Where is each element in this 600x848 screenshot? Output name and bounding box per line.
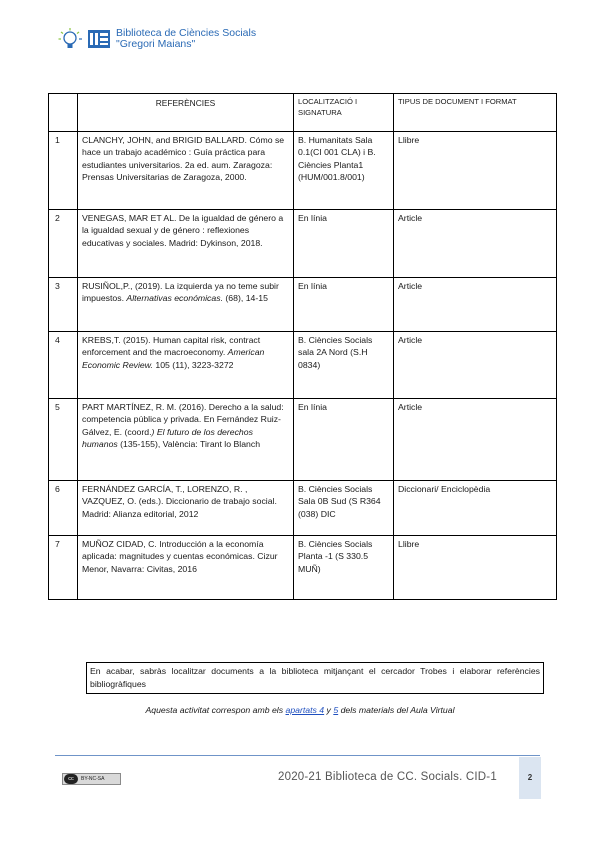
reference-part: RUSIÑOL,P., (2019). La izquierda ya no teme subir impuestos. bbox=[82, 281, 279, 304]
reference-part: CLANCHY, JOHN, and BRIGID BALLARD. Cómo se hace un trabajo académico : Guía práctica para estudiantes universitarios. 2a ed. aum. Zaragoza: Prensas Universitarias de Zaragoza, 2000. bbox=[82, 135, 285, 182]
reference-italic-part: Alternativas económicas. bbox=[126, 293, 223, 304]
reference-italic-part: American Economic Review. bbox=[82, 347, 265, 370]
library-name-line2: "Gregori Maians" bbox=[116, 38, 196, 50]
university-mark-icon bbox=[88, 30, 110, 48]
document-type: Article bbox=[394, 399, 557, 481]
row-number: 7 bbox=[49, 536, 78, 600]
reference-part: VENEGAS, MAR ET AL. De la igualdad de género a la igualdad sexual y de género : reflexiones educativas y sociales. Madrid: Dykinson, 2018. bbox=[82, 213, 284, 248]
activity-prefix: Aquesta activitat correspon amb els bbox=[145, 705, 286, 715]
references-table bbox=[48, 93, 557, 600]
activity-mid: y bbox=[324, 705, 334, 715]
document-type: Diccionari/ Enciclopèdia bbox=[394, 481, 557, 536]
reference-text bbox=[78, 132, 294, 210]
header-location: LOCALITZACIÓ I SIGNATURA bbox=[294, 94, 394, 132]
reference-text bbox=[78, 278, 294, 332]
header-number-cell bbox=[49, 94, 78, 132]
lightbulb-logo-icon bbox=[58, 27, 84, 53]
apartats-4-link[interactable]: apartats 4 bbox=[285, 705, 325, 715]
reference-part-end: 105 (11), 3223-3272 bbox=[152, 359, 234, 370]
license-label: BY-NC-SA bbox=[81, 776, 105, 782]
header-references: REFERÈNCIES bbox=[78, 94, 294, 132]
table-row bbox=[49, 210, 557, 278]
row-number: 3 bbox=[49, 278, 78, 332]
reference-part: MUÑOZ CIDAD, C. Introducción a la economía aplicada: magnitudes y cuentas económicas. Cizur Menor, Navarra: Civitas, 2016 bbox=[82, 539, 278, 574]
document-type: Article bbox=[394, 210, 557, 278]
apartat-5-link[interactable]: 5 bbox=[333, 705, 339, 715]
location-signature: B. Ciències Socials sala 2A Nord (S.H 0834) bbox=[294, 332, 394, 399]
table-row bbox=[49, 132, 557, 210]
library-name bbox=[116, 28, 256, 50]
reference-part-end: (135-155), València: Tirant lo Blanch bbox=[117, 438, 261, 449]
location-signature: B. Ciències Socials Sala 0B Sud (S R364 (038) DIC bbox=[294, 481, 394, 536]
row-number: 4 bbox=[49, 332, 78, 399]
table-row bbox=[49, 481, 557, 536]
location-signature: En línia bbox=[294, 399, 394, 481]
header-document-type: TIPUS DE DOCUMENT I FORMAT bbox=[394, 94, 557, 132]
footer-text: 2020-21 Biblioteca de CC. Socials. CID-1 bbox=[278, 771, 497, 783]
reference-part: FERNÁNDEZ GARCÍA, T., LORENZO, R. , VAZQUEZ, O. (eds.). Diccionario de trabajo social. Madrid: Alianza editorial, 2012 bbox=[82, 484, 277, 519]
creative-commons-license-icon[interactable] bbox=[62, 773, 121, 785]
table-row bbox=[49, 399, 557, 481]
activity-reference bbox=[0, 705, 600, 715]
row-number: 1 bbox=[49, 132, 78, 210]
learning-outcome-box: En acabar, sabràs localitzar documents a la biblioteca mitjançant el cercador Trobes i elaborar referències bibliogràfiques bbox=[86, 662, 544, 694]
location-signature: B. Ciències Socials Planta -1 (S 330.5 MUÑ) bbox=[294, 536, 394, 600]
reference-part: PART MARTÍNEZ, R. M. (2016). Derecho a la salud: competencia pública y privada. En Fernández Ruiz-Gálvez, E. (coord. bbox=[82, 402, 284, 437]
row-number: 6 bbox=[49, 481, 78, 536]
reference-italic-part: ) El futuro de los derechos humanos bbox=[82, 426, 253, 449]
library-name-line1: Biblioteca de Ciències Socials bbox=[116, 27, 257, 39]
table-row bbox=[49, 332, 557, 399]
location-signature: En línia bbox=[294, 278, 394, 332]
location-signature: B. Humanitats Sala 0.1(CI 001 CLA) i B. Ciències Planta1 (HUM/001.8/001) bbox=[294, 132, 394, 210]
location-signature: En línia bbox=[294, 210, 394, 278]
document-type: Article bbox=[394, 332, 557, 399]
page-number: 2 bbox=[527, 773, 533, 782]
activity-suffix: dels materials del Aula Virtual bbox=[338, 705, 455, 715]
reference-text bbox=[78, 332, 294, 399]
page-number-box bbox=[519, 757, 541, 799]
reference-text bbox=[78, 399, 294, 481]
reference-text bbox=[78, 536, 294, 600]
reference-part-end: (68), 14-15 bbox=[223, 293, 268, 304]
table-header-row bbox=[49, 94, 557, 132]
table-row bbox=[49, 536, 557, 600]
library-header bbox=[58, 27, 318, 53]
document-type: Llibre bbox=[394, 132, 557, 210]
footer-divider bbox=[55, 755, 540, 756]
row-number: 2 bbox=[49, 210, 78, 278]
document-type: Llibre bbox=[394, 536, 557, 600]
reference-text bbox=[78, 481, 294, 536]
reference-text bbox=[78, 210, 294, 278]
cc-logo: cc bbox=[64, 774, 78, 784]
row-number: 5 bbox=[49, 399, 78, 481]
document-type: Article bbox=[394, 278, 557, 332]
table-row bbox=[49, 278, 557, 332]
reference-part: KREBS,T. (2015). Human capital risk, contract enforcement and the macroeconomy. bbox=[82, 335, 261, 358]
